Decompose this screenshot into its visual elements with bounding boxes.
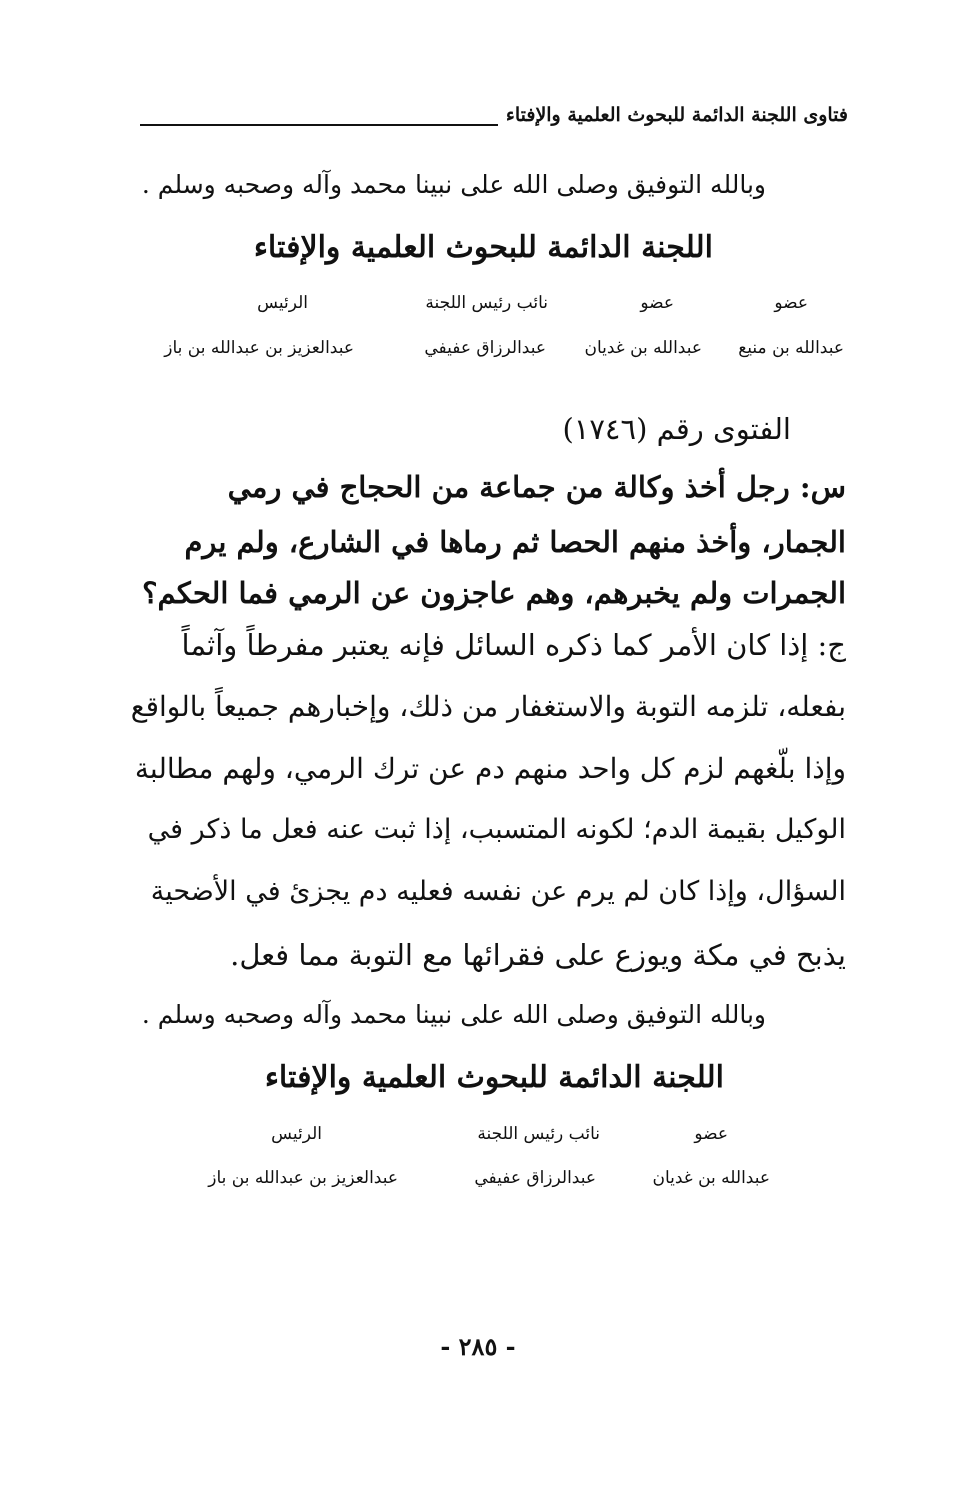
signatory-role: عضو	[694, 1124, 728, 1144]
answer-line: بفعله، تلزمه التوبة والاستغفار من ذلك، وإخبارهم جميعاً بالواقع	[130, 690, 846, 723]
signatory-name: عبدالرزاق عفيفي	[424, 338, 546, 358]
committee-name-2: اللجنة الدائمة للبحوث العلمية والإفتاء	[264, 1060, 724, 1095]
signatory-role: الرئيس	[271, 1124, 322, 1144]
answer-line: وإذا بلّغهم لزم كل واحد منهم دم عن ترك الرمي، ولهم مطالبة	[134, 752, 846, 785]
signatory-name: عبدالله بن منيع	[738, 338, 844, 358]
signatory-name: عبدالعزيز بن عبدالله بن باز	[208, 1168, 398, 1188]
question-line: الجمرات ولم يخبرهم، وهم عاجزون عن الرمي فما الحكم؟	[142, 576, 846, 610]
signatory-name: عبدالله بن غديان	[584, 338, 702, 358]
signatory-role: الرئيس	[257, 293, 308, 313]
signatory-role: نائب رئيس اللجنة	[477, 1124, 600, 1144]
answer-line: يذبح في مكة ويوزع على فقرائها مع التوبة مما فعل.	[230, 938, 846, 972]
answer-line: الوكيل بقيمة الدم؛ لكونه المتسبب، إذا ثبت عنه فعل ما ذكر في	[147, 814, 846, 845]
running-header-title: فتاوى اللجنة الدائمة للبحوث العلمية والإفتاء	[505, 104, 848, 126]
committee-name-1: اللجنة الدائمة للبحوث العلمية والإفتاء	[253, 230, 713, 265]
header-rule	[140, 124, 498, 126]
question-line: الجمار، وأخذ منهم الحصا ثم رماها في الشارع، ولم يرم	[184, 525, 846, 559]
signatory-role: عضو	[774, 293, 808, 313]
closing-formula-2: وبالله التوفيق وصلى الله على نبينا محمد وآله وصحبه وسلم .	[141, 1000, 766, 1029]
signatory-name: عبدالعزيز بن عبدالله بن باز	[164, 338, 354, 358]
signatory-name: عبدالله بن غديان	[652, 1168, 770, 1188]
fatwa-number: الفتوى رقم (١٧٤٦)	[562, 412, 791, 446]
closing-formula-1: وبالله التوفيق وصلى الله على نبينا محمد وآله وصحبه وسلم .	[141, 170, 766, 199]
signatory-role: عضو	[640, 293, 674, 313]
answer-line: ج: إذا كان الأمر كما ذكره السائل فإنه يعتبر مفرطاً وآثماً	[181, 628, 846, 662]
question-line: س: رجل أخذ وكالة من جماعة من الحجاج في رمي	[227, 470, 846, 504]
answer-line: السؤال، وإذا كان لم يرم عن نفسه فعليه دم يجزئ في الأضحية	[150, 876, 846, 907]
signatory-name: عبدالرزاق عفيفي	[474, 1168, 596, 1188]
signatory-role: نائب رئيس اللجنة	[425, 293, 548, 313]
page-number: - ٢٨٥ -	[440, 1332, 516, 1361]
